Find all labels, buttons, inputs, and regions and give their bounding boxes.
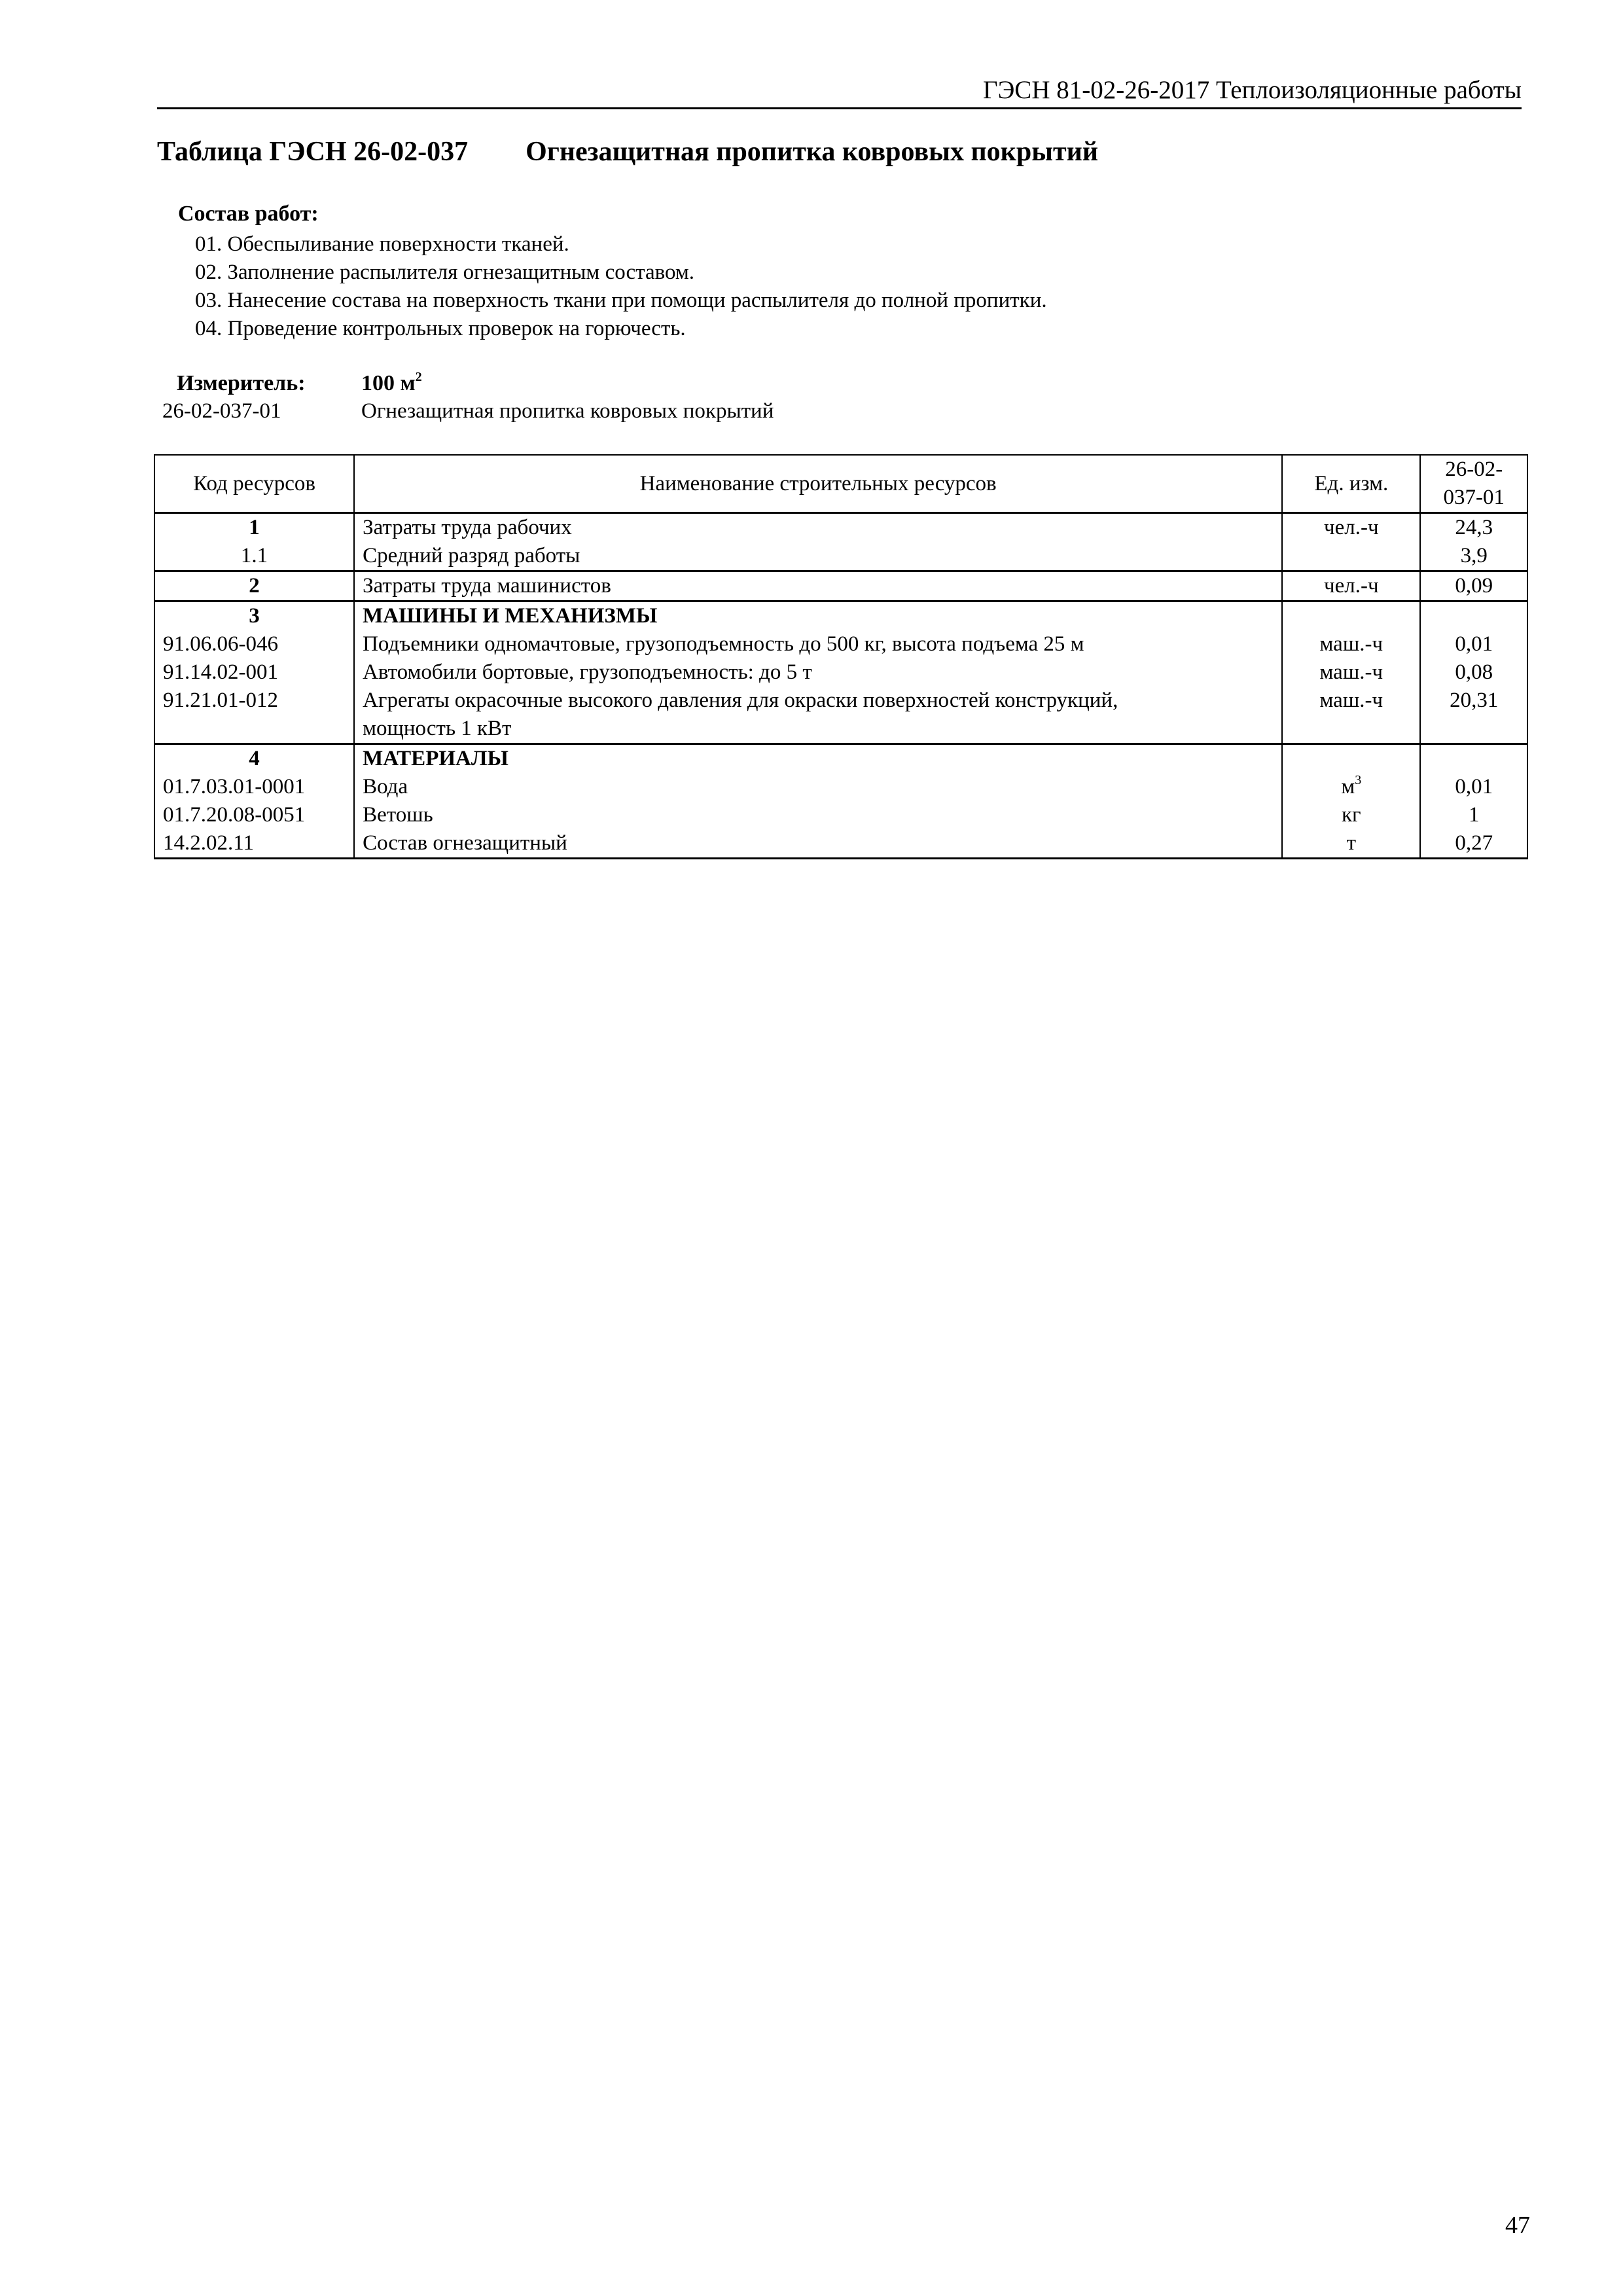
header-value-line1: 26-02- [1445, 457, 1503, 481]
table-row [154, 829, 1527, 859]
cell-value: 20,31 [1420, 687, 1527, 744]
cell-unit: т [1282, 829, 1420, 859]
cell-value: 0,01 [1420, 773, 1527, 801]
cell-unit: чел.-ч [1282, 571, 1420, 601]
cell-value: 1 [1420, 801, 1527, 829]
group-machinists [154, 571, 1527, 601]
cell-unit: маш.-ч [1282, 687, 1420, 744]
cell-code: 1.1 [154, 542, 354, 571]
cell-name [354, 687, 1282, 744]
cell-code: 1 [154, 513, 354, 543]
works-title: Состав работ: [178, 202, 319, 226]
cell-code: 91.21.01-012 [154, 687, 354, 744]
cell-unit-sup: 3 [1355, 773, 1362, 787]
works-item: 02. Заполнение распылителя огнезащитным составом. [195, 260, 695, 284]
measure-value-text: 100 м [361, 371, 416, 395]
cell-value: 0,08 [1420, 658, 1527, 687]
cell-name: МАШИНЫ И МЕХАНИЗМЫ [354, 601, 1282, 631]
table-row [154, 630, 1527, 658]
table-label: Таблица ГЭСН 26-02-037 [157, 137, 469, 167]
header-name: Наименование строительных ресурсов [354, 455, 1282, 513]
table-row [154, 658, 1527, 687]
cell-name: Средний разряд работы [354, 542, 1282, 571]
header-code: Код ресурсов [154, 455, 354, 513]
cell-name: Затраты труда рабочих [354, 513, 1282, 543]
cell-unit [1282, 542, 1420, 571]
table-row [154, 601, 1527, 631]
works-item: 01. Обеспыливание поверхности тканей. [195, 232, 569, 256]
page-number: 47 [1505, 2212, 1530, 2239]
cell-value: 0,27 [1420, 829, 1527, 859]
table-row [154, 542, 1527, 571]
table-row [154, 513, 1527, 543]
cell-name: Автомобили бортовые, грузоподъемность: до 5 т [354, 658, 1282, 687]
cell-name: Ветошь [354, 801, 1282, 829]
cell-name: Состав огнезащитный [354, 829, 1282, 859]
measure-label: Измеритель: [177, 371, 306, 395]
cell-unit-text: м [1341, 775, 1355, 798]
works-item: 04. Проведение контрольных проверок на горючесть. [195, 317, 686, 340]
cell-unit: кг [1282, 801, 1420, 829]
works-list [195, 230, 1047, 343]
cell-unit [1282, 744, 1420, 774]
cell-code: 2 [154, 571, 354, 601]
norm-name: Огнезащитная пропитка ковровых покрытий [361, 399, 774, 423]
group-labor [154, 513, 1527, 571]
cell-value: 0,01 [1420, 630, 1527, 658]
cell-value [1420, 744, 1527, 774]
table-header-row [154, 455, 1527, 513]
header-unit: Ед. изм. [1282, 455, 1420, 513]
table-row [154, 773, 1527, 801]
cell-unit: маш.-ч [1282, 658, 1420, 687]
measure-value [361, 371, 422, 396]
table-row [154, 687, 1527, 744]
cell-code: 01.7.20.08-0051 [154, 801, 354, 829]
cell-unit: маш.-ч [1282, 630, 1420, 658]
cell-name: МАТЕРИАЛЫ [354, 744, 1282, 774]
table-row [154, 801, 1527, 829]
cell-unit [1282, 773, 1420, 801]
norm-code: 26-02-037-01 [162, 399, 281, 423]
table-row [154, 744, 1527, 774]
cell-unit: чел.-ч [1282, 513, 1420, 543]
group-machines [154, 601, 1527, 744]
cell-code: 91.06.06-046 [154, 630, 354, 658]
cell-name: Вода [354, 773, 1282, 801]
cell-name: Подъемники одномачтовые, грузоподъемность до 500 кг, высота подъема 25 м [354, 630, 1282, 658]
header-value-line2: 037-01 [1443, 486, 1505, 509]
cell-unit [1282, 601, 1420, 631]
cell-code: 14.2.02.11 [154, 829, 354, 859]
cell-value: 24,3 [1420, 513, 1527, 543]
cell-name-line2: мощность 1 кВт [363, 717, 512, 740]
running-header [157, 77, 1522, 109]
running-title: ГЭСН 81-02-26-2017 Теплоизоляционные работы [983, 76, 1522, 104]
cell-name-line1: Агрегаты окрасочные высокого давления для окраски поверхностей конструкций, [363, 689, 1118, 712]
cell-code: 4 [154, 744, 354, 774]
measure-value-sup: 2 [415, 370, 422, 384]
resources-table [154, 454, 1528, 859]
cell-name: Затраты труда машинистов [354, 571, 1282, 601]
table-row [154, 571, 1527, 601]
cell-value: 3,9 [1420, 542, 1527, 571]
table-title [157, 136, 1098, 175]
header-value [1420, 455, 1527, 513]
cell-value: 0,09 [1420, 571, 1527, 601]
table-name: Огнезащитная пропитка ковровых покрытий [526, 137, 1099, 167]
works-item: 03. Нанесение состава на поверхность ткани при помощи распылителя до полной пропитки. [195, 289, 1047, 312]
group-materials [154, 744, 1527, 859]
cell-value [1420, 601, 1527, 631]
cell-code: 91.14.02-001 [154, 658, 354, 687]
cell-code: 3 [154, 601, 354, 631]
cell-code: 01.7.03.01-0001 [154, 773, 354, 801]
